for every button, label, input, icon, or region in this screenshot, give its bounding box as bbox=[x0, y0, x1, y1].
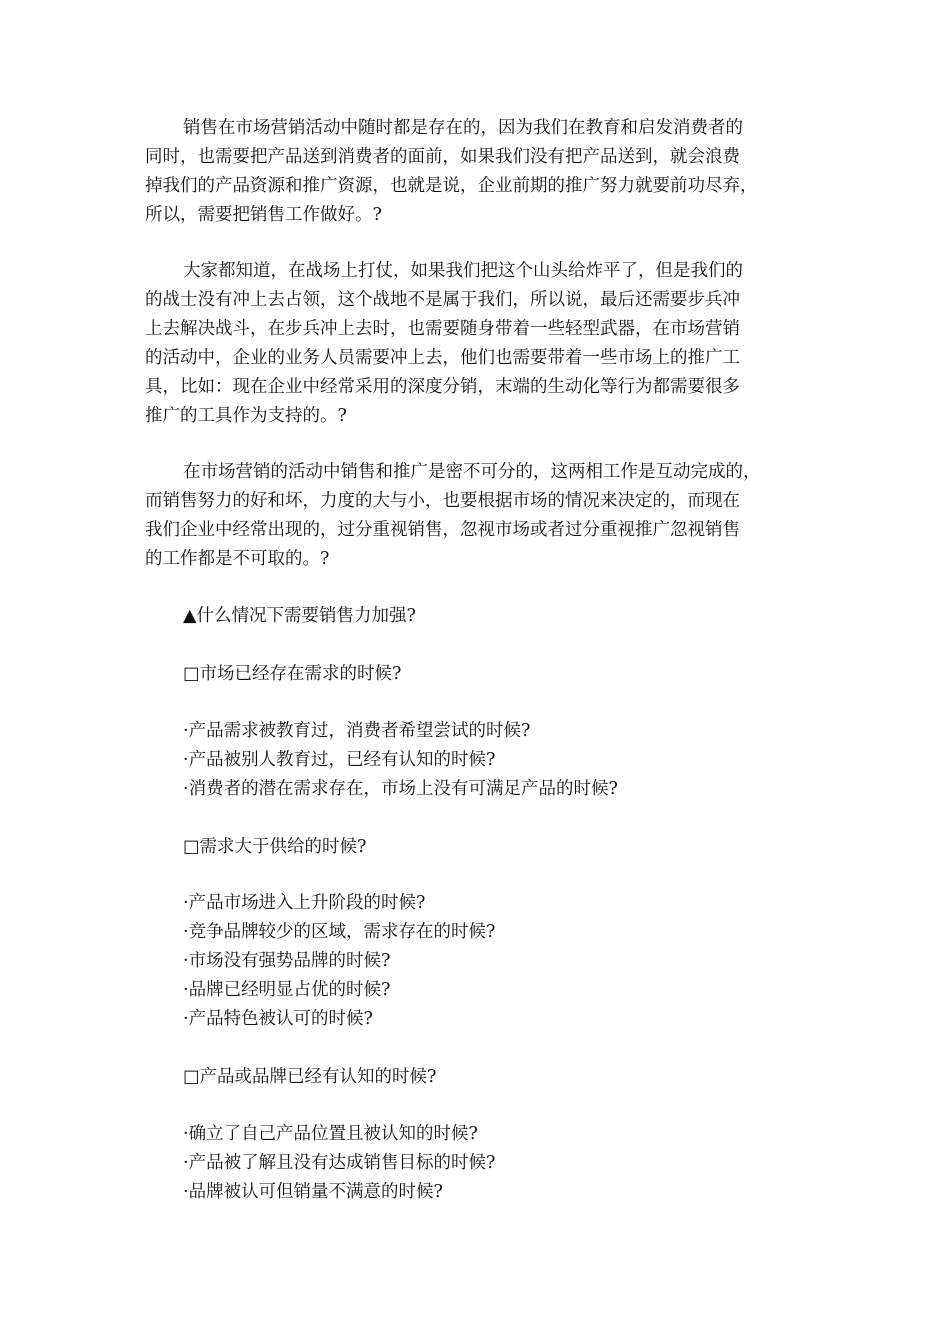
section-heading: □需求大于供给的时候? bbox=[183, 837, 367, 857]
paragraph-line: 销售在市场营销活动中随时都是存在的，因为我们在教育和启发消费者的 bbox=[183, 118, 743, 138]
paragraph-line: 同时，也需要把产品送到消费者的面前，如果我们没有把产品送到，就会浪费 bbox=[145, 147, 740, 167]
list-item: ·消费者的潜在需求存在，市场上没有可满足产品的时候? bbox=[183, 779, 618, 799]
list-item: ·市场没有强势品牌的时候? bbox=[183, 951, 391, 971]
list-item: ·产品特色被认可的时候? bbox=[183, 1009, 373, 1029]
list-item: ·产品被别人教育过，已经有认知的时候? bbox=[183, 750, 496, 770]
paragraph-line: 掉我们的产品资源和推广资源，也就是说，企业前期的推广努力就要前功尽弃， bbox=[145, 176, 758, 196]
paragraph-line: 推广的工具作为支持的。? bbox=[145, 406, 347, 426]
list-item: ·产品市场进入上升阶段的时候? bbox=[183, 893, 426, 913]
paragraph-line: 具，比如：现在企业中经常采用的深度分销，末端的生动化等行为都需要很多 bbox=[145, 377, 740, 397]
paragraph-line: 所以，需要把销售工作做好。? bbox=[145, 205, 382, 225]
paragraph-2 bbox=[145, 257, 815, 431]
section-heading: □市场已经存在需求的时候? bbox=[183, 664, 402, 684]
list-item: ·竞争品牌较少的区域，需求存在的时候? bbox=[183, 922, 496, 942]
paragraph-line: 的工作都是不可取的。? bbox=[145, 549, 330, 569]
paragraph-line: 而销售努力的好和坏，力度的大与小，也要根据市场的情况来决定的，而现在 bbox=[145, 491, 740, 511]
list-item: ·品牌被认可但销量不满意的时候? bbox=[183, 1182, 443, 1202]
paragraph-line: 在市场营销的活动中销售和推广是密不可分的，这两相工作是互动完成的， bbox=[183, 462, 761, 482]
list-item: ·确立了自己产品位置且被认知的时候? bbox=[183, 1124, 478, 1144]
paragraph-line: 上去解决战斗，在步兵冲上去时，也需要随身带着一些轻型武器，在市场营销 bbox=[145, 319, 740, 339]
list-item: ·产品需求被教育过，消费者希望尝试的时候? bbox=[183, 721, 531, 741]
paragraph-line: 的战士没有冲上去占领，这个战地不是属于我们，所以说，最后还需要步兵冲 bbox=[145, 290, 740, 310]
section-heading: □产品或品牌已经有认知的时候? bbox=[183, 1067, 437, 1087]
paragraph-line: 我们企业中经常出现的，过分重视销售，忽视市场或者过分重视推广忽视销售 bbox=[145, 520, 740, 540]
paragraph-1 bbox=[145, 114, 815, 230]
list-item: ·品牌已经明显占优的时候? bbox=[183, 980, 391, 1000]
paragraph-line: 的活动中，企业的业务人员需要冲上去，他们也需要带着一些市场上的推广工 bbox=[145, 348, 740, 368]
paragraph-3 bbox=[145, 458, 815, 574]
question-heading: ▲什么情况下需要销售力加强? bbox=[183, 606, 416, 626]
paragraph-line: 大家都知道，在战场上打仗，如果我们把这个山头给炸平了，但是我们的 bbox=[183, 261, 743, 281]
list-item: ·产品被了解且没有达成销售目标的时候? bbox=[183, 1153, 496, 1173]
